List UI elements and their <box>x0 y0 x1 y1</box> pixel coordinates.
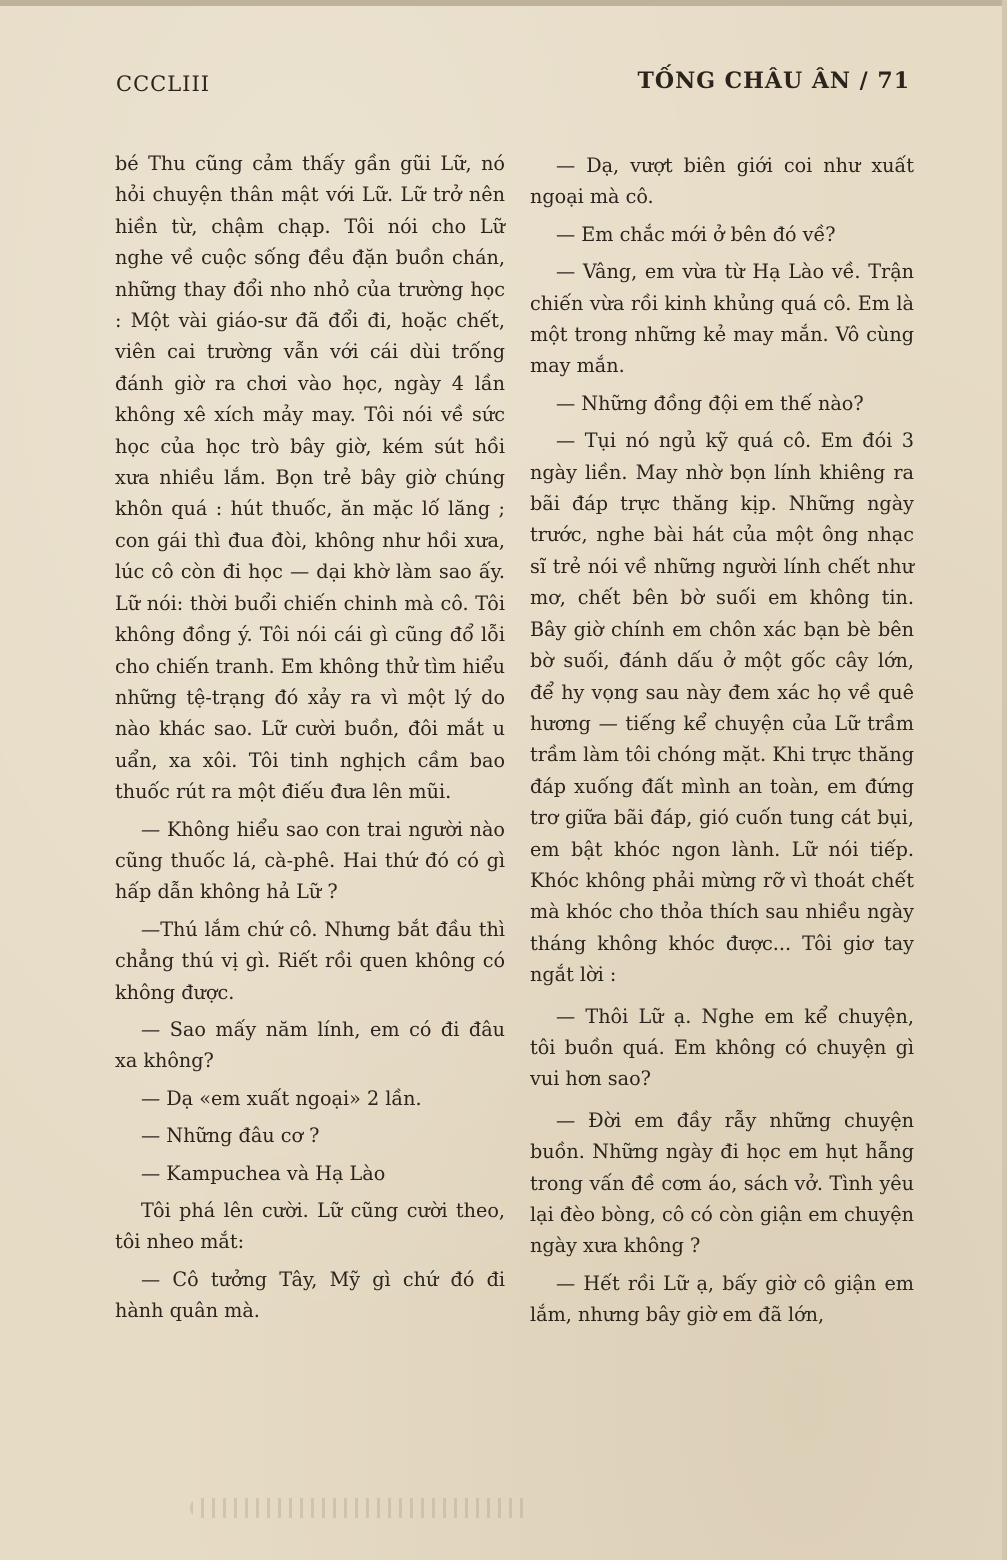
paragraph: — Kampuchea và Hạ Lào <box>141 1161 386 1185</box>
right-column <box>530 150 914 1337</box>
running-header: TỐNG CHÂU ÂN / 71 <box>637 68 910 94</box>
paragraph: — Cô tưởng Tây, Mỹ gì chứ đó đi hành quân mà. <box>115 1267 505 1323</box>
paragraph: — Sao mấy năm lính, em có đi đâu xa không? <box>115 1017 505 1073</box>
print-smudge <box>190 1498 530 1518</box>
paragraph: Tôi phá lên cười. Lữ cũng cười theo, tôi nheo mắt: <box>115 1199 505 1254</box>
page-right-edge <box>1002 0 1007 1560</box>
paragraph: —Thú lắm chứ cô. Nhưng bắt đầu thì chẳng thú vị gì. Riết rồi quen không có không được. <box>115 917 505 1004</box>
paragraph: — Thôi Lữ ạ. Nghe em kể chuyện, tôi buồn quá. Em không có chuyện gì vui hơn sao? <box>530 1004 914 1091</box>
paragraph: — Những đồng đội em thế nào? <box>556 391 864 415</box>
paragraph: — Dạ, vượt biên giới coi như xuất ngoại mà cô. <box>530 154 914 209</box>
paragraph: bé Thu cũng cảm thấy gần gũi Lữ, nó hỏi chuyện thân mật với Lữ. Lữ trở nên hiền từ, chậm chạp. Tôi nói cho Lữ nghe về cuộc sống đều đặn buồn chán, những thay đổi nho nhỏ của trường học : Một vài giáo-sư đã đổi đi, hoặc chết, viên cai trường vẫn với cái dùi trống đánh giờ ra chơi vào học, ngày 4 lần không xê xích mảy may. Tôi nói về sức học của học trò bây giờ, kém sút hồi xưa nhiều lắm. Bọn trẻ bây giờ chúng khôn quá : hút thuốc, ăn mặc lố lăng ; con gái thì đua đòi, không như hồi xưa, lúc cô còn đi học — dại khờ làm sao ấy. Lữ nói: thời buổi chiến chinh mà cô. Tôi không đồng ý. Tôi nói cái gì cũng đổ lỗi cho chiến tranh. Em không thử tìm hiểu những tệ-trạng đó xảy ra vì một lý do nào khác sao. Lữ cười buồn, đôi mắt u uẩn, xa xôi. Tôi tinh nghịch cầm bao thuốc rút ra một điếu đưa lên mũi. <box>115 152 505 804</box>
paragraph: — Em chắc mới ở bên đó về? <box>556 222 836 246</box>
paragraph: — Những đâu cơ ? <box>141 1124 320 1148</box>
paragraph: — Tụi nó ngủ kỹ quá cô. Em đói 3 ngày liền. May nhờ bọn lính khiêng ra bãi đáp trực thăng kịp. Những ngày trước, nghe bài hát của một ông nhạc sĩ trẻ nói về những người lính chết như mơ, chết bên bờ suối em không tin. Bây giờ chính em chôn xác bạn bè bên bờ suối, đánh dấu ở một gốc cây lớn, để hy vọng sau này đem xác họ về quê hương — tiếng kể chuyện của Lữ trầm trầm làm tôi chóng mặt. Khi trực thăng đáp xuống đất mình an toàn, em đứng trơ giữa bãi đáp, gió cuốn tung cát bụi, em bật khóc ngon lành. Lữ nói tiếp. Khóc không phải mừng rỡ vì thoát chết mà khóc cho thỏa thích sau nhiều ngày tháng không khóc được... Tôi giơ tay ngắt lời : <box>530 429 914 987</box>
page-top-edge <box>0 0 1007 6</box>
paragraph: — Dạ «em xuất ngoại» 2 lần. <box>141 1086 422 1110</box>
paragraph: — Không hiểu sao con trai người nào cũng thuốc lá, cà-phê. Hai thứ đó có gì hấp dẫn không hả Lữ ? <box>115 817 505 904</box>
paragraph: — Hết rồi Lữ ạ, bấy giờ cô giận em lắm, nhưng bây giờ em đã lớn, <box>530 1271 914 1327</box>
chapter-number: CCCLIII <box>116 72 211 96</box>
paragraph: — Vâng, em vừa từ Hạ Lào về. Trận chiến vừa rồi kinh khủng quá cô. Em là một trong những kẻ may mắn. Vô cùng may mắn. <box>530 260 914 378</box>
left-column <box>115 148 505 1333</box>
paragraph: — Đời em đầy rẫy những chuyện buồn. Những ngày đi học em hụt hẫng trong vấn đề cơm áo, sách vở. Tình yêu lại đèo bòng, cô có còn giận em chuyện ngày xưa không ? <box>530 1108 914 1258</box>
